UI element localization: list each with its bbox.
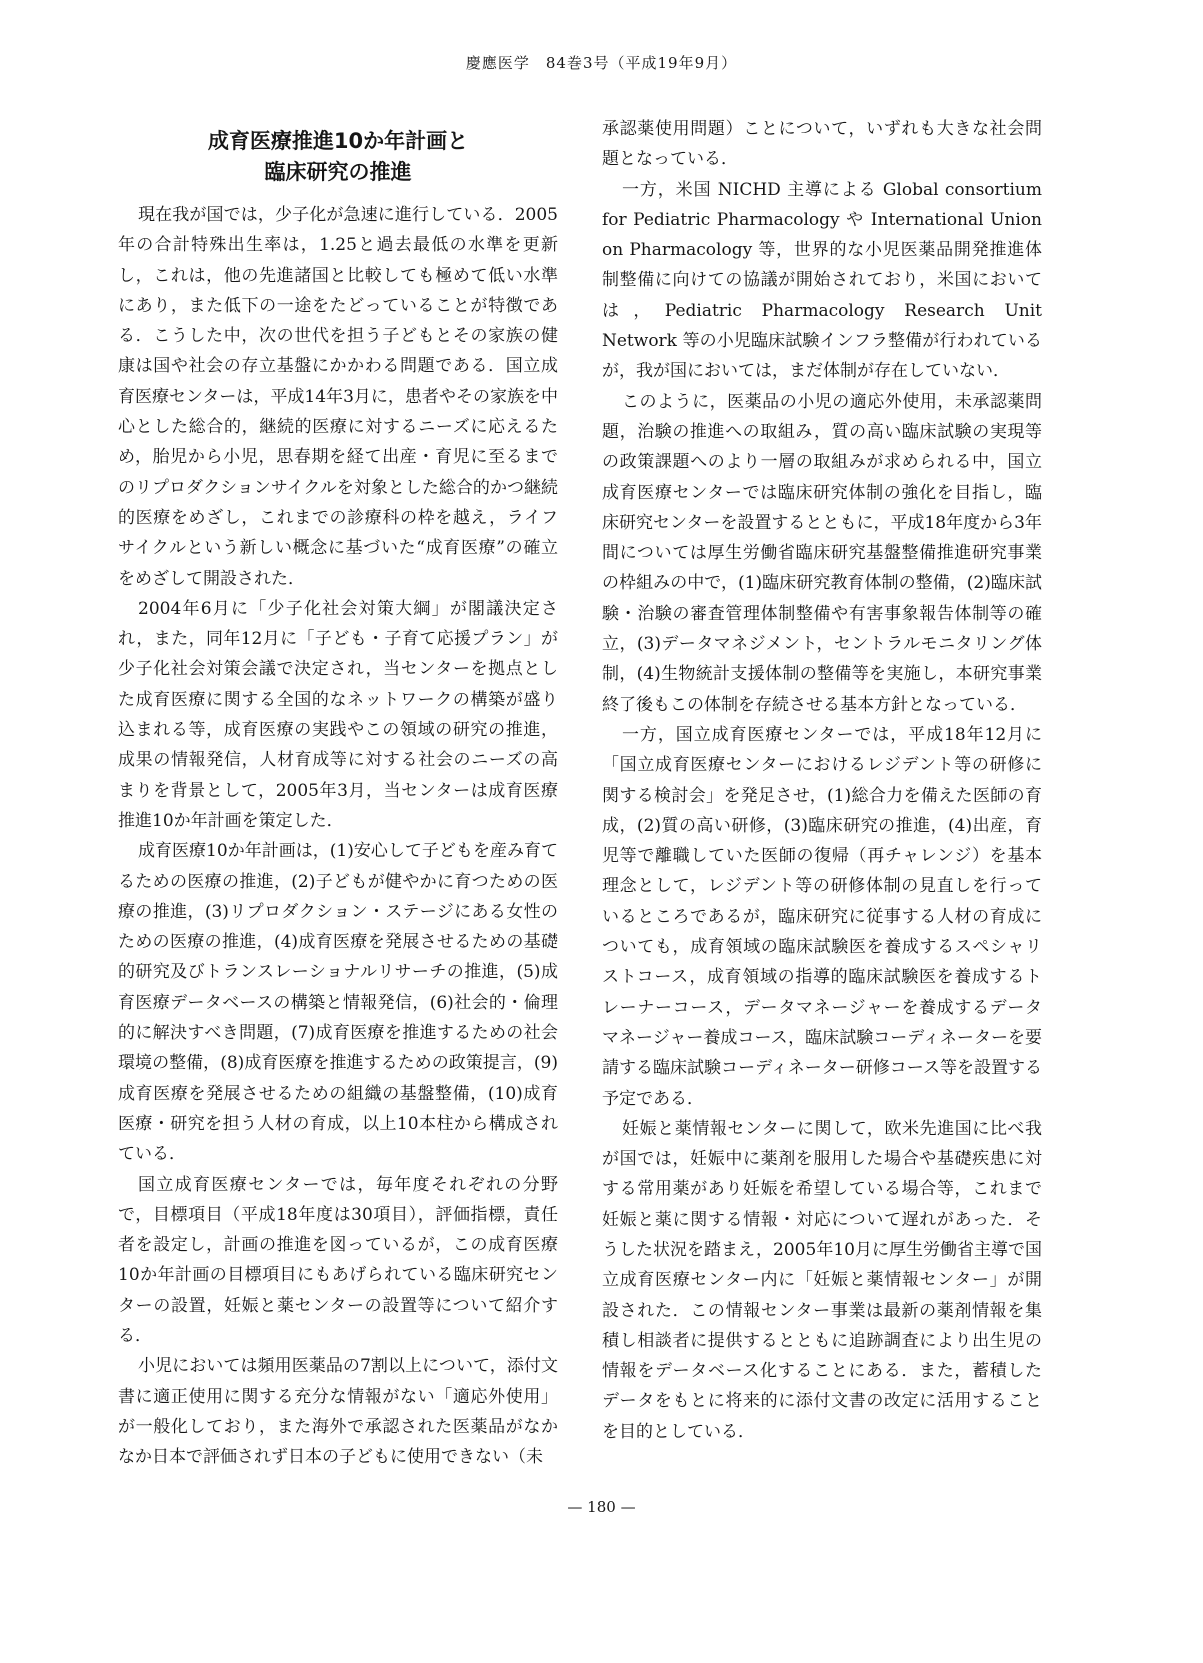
title-line: 臨床研究の推進 <box>264 160 412 184</box>
article-title <box>118 126 558 188</box>
paragraph: 2004年6月に「少子化社会対策大綱」が閣議決定され，また，同年12月に「子ども・子育て応援プラン」が少子化社会対策会議で決定され，当センターを拠点とした成育医療に関する全国的なネットワークの構築が盛り込まれる等，成育医療の実践やこの領域の研究の推進，成果の情報発信，人材育成等に対する社会のニーズの高まりを背景として，2005年3月，当センターは成育医療推進10か年計画を策定した． <box>118 598 558 831</box>
page-number: — 180 — <box>567 1498 636 1516</box>
paragraph-continuation: 承認薬使用問題）ことについて，いずれも大きな社会問題となっている． <box>602 119 1042 170</box>
paragraph: 一方，国立成育医療センターでは，平成18年12月に「国立成育医療センターにおけるレジデント等の研修に関する検討会」を発足させ，(1)総合力を備えた医師の育成，(2)質の高い研修，(3)臨床研究の推進，(4)出産，育児等で離職していた医師の復帰（再チャレンジ）を基本理念として，レジデント等の研修体制の見直しを行っているところであるが，臨床研究に従事する人材の育成についても，成育領域の臨床試験医を養成するスペシャリストコース，成育領域の指導的臨床試験医を養成するトレーナーコース，データマネージャーを養成するデータマネージャー養成コース，臨床試験コーディネーターを要請する臨床試験コーディネーター研修コース等を設置する予定である． <box>602 724 1042 1109</box>
paragraph: 妊娠と薬情報センターに関して，欧米先進国に比べ我が国では，妊娠中に薬剤を服用した場合や基礎疾患に対する常用薬があり妊娠を希望している場合等，これまで妊娠と薬に関する情報・対応について遅れがあった．そうした状況を踏まえ，2005年10月に厚生労働省主導で国立成育医療センター内に「妊娠と薬情報センター」が開設された．この情報センター事業は最新の薬剤情報を集積し相談者に提供するとともに追跡調査により出生児の情報をデータベース化することにある．また，蓄積したデータをもとに将来的に添付文書の改定に活用することを目的としている． <box>602 1118 1042 1442</box>
paragraph: 成育医療10か年計画は，(1)安心して子どもを産み育てるための医療の推進，(2)子どもが健やかに育つための医療の推進，(3)リプロダクション・ステージにある女性のための医療の推進，(4)成育医療を発展させるための基礎的研究及びトランスレーショナルリサーチの推進，(5)成育医療データベースの構築と情報発信，(6)社会的・倫理的に解決すべき問題，(7)成育医療を推進するための社会環境の整備，(8)成育医療を推進するための政策提言，(9)成育医療を発展させるための組織の基盤整備，(10)成育医療・研究を担う人材の育成，以上10本柱から構成されている． <box>118 841 558 1165</box>
right-column <box>602 114 1042 1447</box>
paragraph: 現在我が国では，少子化が急速に進行している．2005年の合計特殊出生率は，1.25と過去最低の水準を更新し，これは，他の先進諸国と比較しても極めて低い水準にあり，また低下の一途をたどっていることが特徴である．こうした中，次の世代を担う子どもとその家族の健康は国や社会の存立基盤にかかわる問題である．国立成育医療センターは，平成14年3月に，患者やその家族を中心とした総合的，継続的医療に対するニーズに応えるため，胎児から小児，思春期を経て出産・育児に至るまでのリプロダクションサイクルを対象とした総合的かつ継続的医療をめざし，これまでの診療科の枠を越え，ライフサイクルという新しい概念に基づいた“成育医療”の確立をめざして開設された． <box>118 205 558 589</box>
paragraph: このように，医薬品の小児の適応外使用，未承認薬問題，治験の推進への取組み，質の高い臨床試験の実現等の政策課題へのより一層の取組みが求められる中，国立成育医療センターでは臨床研究体制の強化を目指し，臨床研究センターを設置するとともに，平成18年度から3年間については厚生労働省臨床研究基盤整備推進研究事業の枠組みの中で，(1)臨床研究教育体制の整備，(2)臨床試験・治験の審査管理体制整備や有害事象報告体制等の確立，(3)データマネジメント，セントラルモニタリング体制，(4)生物統計支援体制の整備等を実施し，本研究事業終了後もこの体制を存続させる基本方針となっている． <box>602 391 1042 715</box>
paragraph: 一方，米国 NICHD 主導による Global consortium for Pediatric Pharmacology や International Union on Pharmacology 等，世界的な小児医薬品開発推進体制整備に向けての協議が開始されており，米国においては，Pediatric Pharmacology Research Unit Network 等の小児臨床試験インフラ整備が行われているが，我が国においては，まだ体制が存在していない． <box>602 179 1042 382</box>
title-line: 成育医療推進10か年計画と <box>207 129 469 153</box>
running-header: 慶應医学 84巻3号（平成19年9月） <box>465 54 738 72</box>
paragraph: 国立成育医療センターでは，毎年度それぞれの分野で，目標項目（平成18年度は30項目），評価指標，責任者を設定し，計画の推進を図っているが，この成育医療10か年計画の目標項目にもあげられている臨床研究センターの設置，妊娠と薬センターの設置等について紹介する． <box>118 1174 558 1346</box>
left-column <box>118 200 558 1472</box>
paragraph: 小児においては頻用医薬品の7割以上について，添付文書に適正使用に関する充分な情報がない「適応外使用」が一般化しており，また海外で承認された医薬品がなかなか日本で評価されず日本の子どもに使用できない（未 <box>118 1356 558 1468</box>
